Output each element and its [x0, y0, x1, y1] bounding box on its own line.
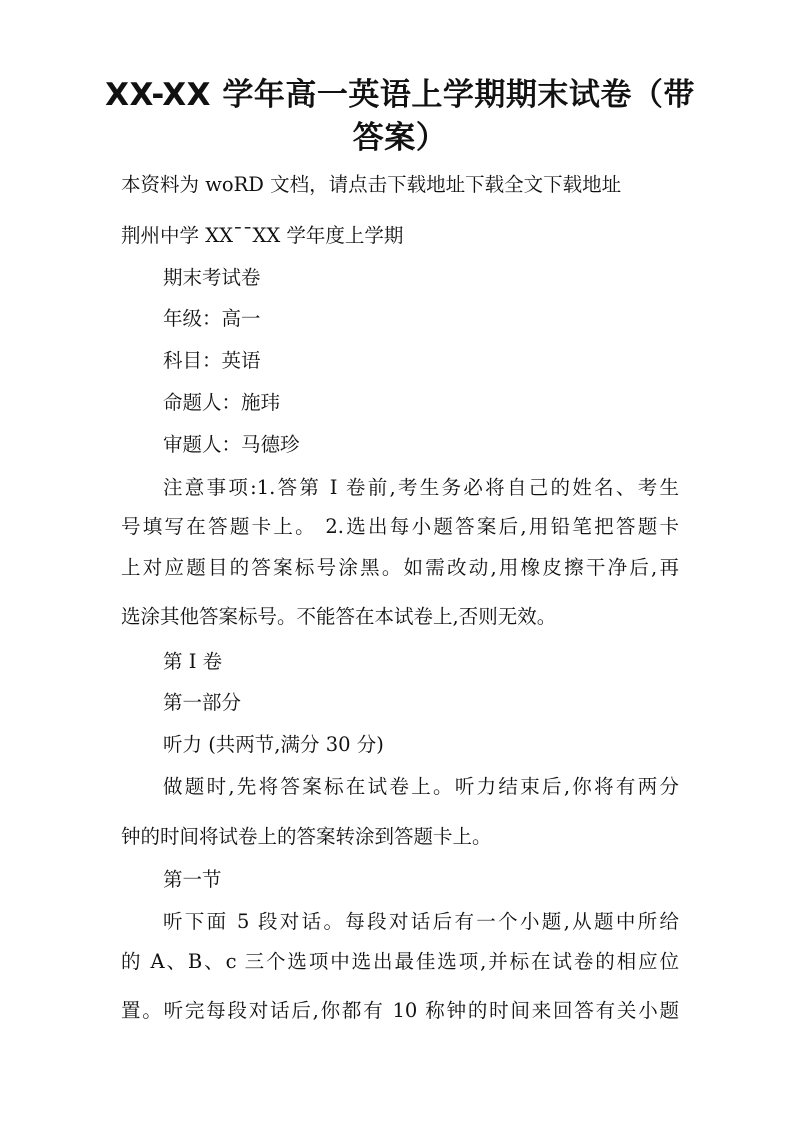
- download-note: 本资料为 woRD 文档，请点击下载地址下载全文下载地址: [121, 173, 622, 196]
- listening-heading: 听力 (共两节,满分 30 分): [163, 733, 384, 756]
- notice-line-1: 注意事项:1.答第 I 卷前,考生务必将自己的姓名、考生: [163, 476, 679, 499]
- author-line: 命题人：施玮: [163, 391, 281, 414]
- section-one-instruction-2: 的 A、B、c 三个选项中选出最佳选项,并标在试卷的相应位: [121, 950, 679, 973]
- section-one-instruction-3: 置。听完每段对话后,你都有 10 称钟的时间来回答有关小题: [121, 999, 679, 1022]
- listening-instruction-2: 钟的时间将试卷上的答案转涂到答题卡上。: [121, 825, 492, 848]
- school-term: 荆州中学 XX¯¯XX 学年度上学期: [121, 224, 404, 247]
- subject-line: 科目：英语: [163, 349, 261, 372]
- title-line-1: XX-XX 学年高一英语上学期期末试卷（带: [105, 77, 695, 113]
- listening-instruction-1: 做题时,先将答案标在试卷上。听力结束后,你将有两分: [163, 775, 679, 798]
- section-one: 第一节: [163, 868, 222, 891]
- title-line-2: 答案）: [352, 120, 448, 156]
- notice-line-2: 号填写在答题卡上。 2.选出每小题答案后,用铅笔把答题卡: [121, 515, 679, 538]
- reviewer-line: 审题人：马德珍: [163, 433, 300, 456]
- exam-name: 期末考试卷: [163, 266, 261, 289]
- section-volume: 第 I 卷: [163, 650, 223, 673]
- section-part: 第一部分: [163, 691, 242, 714]
- grade-line: 年级：高一: [163, 307, 261, 330]
- document-title: [100, 74, 700, 160]
- notice-line-4: 选涂其他答案标号。不能答在本试卷上,否则无效。: [121, 605, 557, 628]
- section-one-instruction-1: 听下面 5 段对话。每段对话后有一个小题,从题中所给: [163, 910, 679, 933]
- notice-line-3: 上对应题目的答案标号涂黑。如需改动,用橡皮擦干净后,再: [121, 556, 679, 579]
